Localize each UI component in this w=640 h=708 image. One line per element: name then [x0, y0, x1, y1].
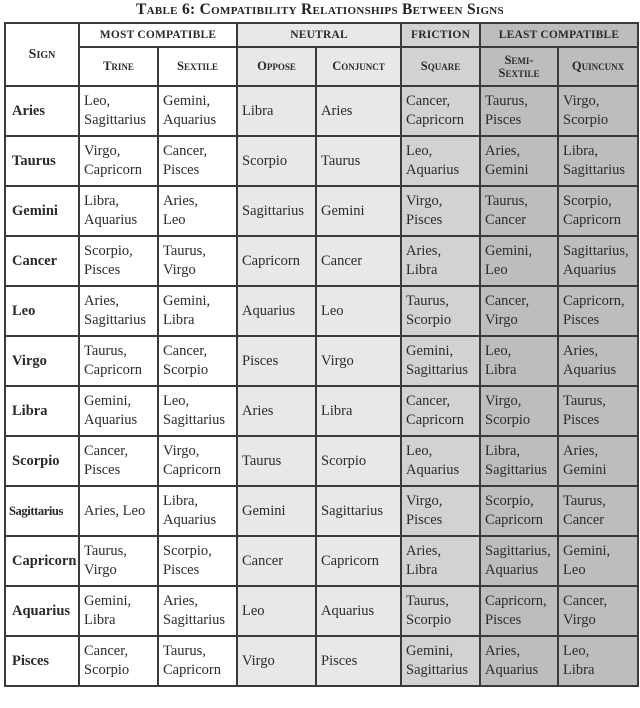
- cell-oppose: Scorpio: [237, 136, 316, 186]
- cell-square: [401, 436, 480, 486]
- cell-sextile-line1: Taurus,: [163, 643, 206, 659]
- cell-trine: [79, 286, 158, 336]
- table-row: [5, 136, 638, 186]
- cell-oppose: Taurus: [237, 436, 316, 486]
- cell-oppose: Pisces: [237, 336, 316, 386]
- cell-trine-line1: Virgo,: [84, 143, 121, 159]
- cell-sextile-line2: Sagittarius: [163, 412, 226, 428]
- cell-oppose: Leo: [237, 586, 316, 636]
- cell-sextile-line1: Taurus,: [163, 243, 206, 259]
- table-row: [5, 486, 638, 536]
- cell-quincunx: [558, 486, 638, 536]
- cell-quincunx-line2: Gemini: [563, 462, 607, 478]
- cell-conjunct: Sagittarius: [316, 486, 401, 536]
- header-semi-sextile-line2: Sextile: [498, 65, 540, 80]
- cell-semi-sextile-line1: Virgo,: [485, 393, 522, 409]
- cell-semi-sextile: [480, 286, 558, 336]
- cell-quincunx-line2: Leo: [563, 562, 586, 578]
- cell-semi-sextile: [480, 586, 558, 636]
- header-square: Square: [401, 47, 480, 86]
- cell-sextile: [158, 486, 237, 536]
- cell-sextile: [158, 636, 237, 686]
- cell-conjunct: Capricorn: [316, 536, 401, 586]
- cell-semi-sextile-line1: Aries,: [485, 643, 521, 659]
- cell-sextile-line1: Leo,: [163, 393, 190, 409]
- cell-sextile-line2: Capricorn: [163, 662, 221, 678]
- cell-trine-line1: Aries,: [84, 293, 120, 309]
- cell-square: [401, 636, 480, 686]
- header-quincunx: Quincunx: [558, 47, 638, 86]
- table-row: [5, 536, 638, 586]
- cell-quincunx-line2: Aquarius: [563, 362, 617, 378]
- cell-square-line2: Sagittarius: [406, 662, 469, 678]
- cell-semi-sextile-line2: Gemini: [485, 162, 529, 178]
- cell-semi-sextile-line1: Gemini,: [485, 243, 533, 259]
- cell-conjunct: Taurus: [316, 136, 401, 186]
- cell-square-line1: Gemini,: [406, 343, 454, 359]
- table-row: [5, 386, 638, 436]
- cell-square-line2: Sagittarius: [406, 362, 469, 378]
- group-least-compatible: LEAST COMPATIBLE: [480, 23, 638, 47]
- cell-trine-line1: Libra,: [84, 193, 120, 209]
- cell-semi-sextile: [480, 536, 558, 586]
- cell-sign: Cancer: [5, 236, 79, 286]
- cell-square-line1: Taurus,: [406, 293, 449, 309]
- cell-sextile-line2: Scorpio: [163, 362, 209, 378]
- cell-quincunx-line1: Sagittarius,: [563, 243, 629, 259]
- cell-semi-sextile-line2: Pisces: [485, 112, 522, 128]
- cell-semi-sextile-line2: Capricorn: [485, 512, 544, 528]
- cell-quincunx: [558, 436, 638, 486]
- header-semi-sextile: [480, 47, 558, 86]
- cell-sextile-line1: Gemini,: [163, 93, 211, 109]
- cell-square-line2: Capricorn: [406, 412, 465, 428]
- cell-semi-sextile: [480, 436, 558, 486]
- cell-square-line1: Aries,: [406, 543, 442, 559]
- cell-quincunx-line1: Taurus,: [563, 393, 606, 409]
- cell-sextile-line1: Cancer,: [163, 343, 208, 359]
- cell-sextile-line2: Leo: [163, 212, 186, 228]
- cell-conjunct: Libra: [316, 386, 401, 436]
- cell-trine-line1: Taurus,: [84, 343, 127, 359]
- header-group-row: [5, 23, 638, 47]
- header-conjunct: Conjunct: [316, 47, 401, 86]
- cell-semi-sextile-line1: Sagittarius,: [485, 543, 551, 559]
- cell-sign: Taurus: [5, 136, 79, 186]
- cell-semi-sextile-line2: Scorpio: [485, 412, 531, 428]
- cell-square-line1: Aries,: [406, 243, 442, 259]
- cell-quincunx-line1: Taurus,: [563, 493, 606, 509]
- cell-square-line2: Aquarius: [406, 462, 460, 478]
- cell-trine-line2: Sagittarius: [84, 312, 147, 328]
- cell-square: [401, 86, 480, 136]
- cell-conjunct: Scorpio: [316, 436, 401, 486]
- cell-semi-sextile: [480, 486, 558, 536]
- cell-square-line1: Leo,: [406, 443, 433, 459]
- cell-quincunx: [558, 286, 638, 336]
- cell-sextile: [158, 286, 237, 336]
- cell-conjunct: Leo: [316, 286, 401, 336]
- cell-trine-line2: Aquarius: [84, 212, 138, 228]
- cell-sign: Scorpio: [5, 436, 79, 486]
- cell-square: [401, 586, 480, 636]
- cell-quincunx: [558, 336, 638, 386]
- cell-square-line1: Taurus,: [406, 593, 449, 609]
- cell-conjunct: Aquarius: [316, 586, 401, 636]
- cell-square-line2: Pisces: [406, 512, 443, 528]
- cell-trine-line2: Sagittarius: [84, 112, 147, 128]
- cell-semi-sextile-line2: Pisces: [485, 612, 522, 628]
- cell-conjunct: Pisces: [316, 636, 401, 686]
- cell-semi-sextile-line2: Aquarius: [485, 662, 539, 678]
- cell-square-line2: Libra: [406, 262, 438, 278]
- table-header: [5, 23, 638, 86]
- cell-quincunx: [558, 636, 638, 686]
- cell-sextile-line2: Pisces: [163, 562, 200, 578]
- cell-semi-sextile: [480, 636, 558, 686]
- cell-sign: Libra: [5, 386, 79, 436]
- table-row: [5, 86, 638, 136]
- cell-sign: Aquarius: [5, 586, 79, 636]
- table-body: [5, 86, 638, 686]
- cell-semi-sextile: [480, 386, 558, 436]
- cell-sign: Gemini: [5, 186, 79, 236]
- cell-oppose: Sagittarius: [237, 186, 316, 236]
- cell-semi-sextile-line1: Leo,: [485, 343, 512, 359]
- table-row: [5, 586, 638, 636]
- table-row: [5, 186, 638, 236]
- cell-trine: [79, 186, 158, 236]
- cell-sign: Virgo: [5, 336, 79, 386]
- group-most-compatible: MOST COMPATIBLE: [79, 23, 237, 47]
- cell-trine: [79, 536, 158, 586]
- cell-square: [401, 536, 480, 586]
- cell-trine-line1: Cancer,: [84, 443, 129, 459]
- cell-square-line1: Leo,: [406, 143, 433, 159]
- cell-conjunct: Aries: [316, 86, 401, 136]
- cell-trine: [79, 436, 158, 486]
- cell-sextile: [158, 86, 237, 136]
- cell-square-line1: Cancer,: [406, 93, 451, 109]
- cell-quincunx-line2: Cancer: [563, 512, 605, 528]
- cell-semi-sextile-line2: Libra: [485, 362, 517, 378]
- cell-sign: Pisces: [5, 636, 79, 686]
- group-friction: FRICTION: [401, 23, 480, 47]
- cell-semi-sextile-line2: Sagittarius: [485, 462, 548, 478]
- cell-quincunx-line1: Aries,: [563, 343, 599, 359]
- cell-square-line2: Libra: [406, 562, 438, 578]
- cell-trine: [79, 86, 158, 136]
- cell-oppose: Aquarius: [237, 286, 316, 336]
- cell-sextile-line2: Aquarius: [163, 112, 217, 128]
- cell-semi-sextile-line2: Cancer: [485, 212, 527, 228]
- cell-square: [401, 336, 480, 386]
- cell-semi-sextile: [480, 136, 558, 186]
- cell-sextile: [158, 136, 237, 186]
- cell-semi-sextile: [480, 186, 558, 236]
- cell-sextile-line1: Libra,: [163, 493, 199, 509]
- cell-quincunx-line2: Scorpio: [563, 112, 609, 128]
- cell-sextile-line2: Aquarius: [163, 512, 217, 528]
- cell-sign: Sagittarius: [5, 486, 79, 536]
- cell-trine-line1: Cancer,: [84, 643, 129, 659]
- cell-trine-line2: Virgo: [84, 562, 117, 578]
- cell-quincunx-line2: Pisces: [563, 312, 600, 328]
- cell-square-line2: Aquarius: [406, 162, 460, 178]
- cell-trine-line2: Pisces: [84, 262, 121, 278]
- table-row: [5, 336, 638, 386]
- cell-oppose: Libra: [237, 86, 316, 136]
- cell-sextile-line2: Libra: [163, 312, 195, 328]
- cell-square-line1: Cancer,: [406, 393, 451, 409]
- table-row: [5, 436, 638, 486]
- cell-trine-line2: Aquarius: [84, 412, 138, 428]
- cell-square-line2: Scorpio: [406, 312, 452, 328]
- cell-trine-line2: Capricorn: [84, 362, 142, 378]
- cell-trine: [79, 386, 158, 436]
- header-sextile: Sextile: [158, 47, 237, 86]
- cell-sextile: [158, 236, 237, 286]
- header-semi-sextile-line1: Semi-: [504, 52, 534, 67]
- cell-trine: [79, 136, 158, 186]
- cell-trine: [79, 336, 158, 386]
- cell-square-line1: Virgo,: [406, 193, 443, 209]
- cell-square-line2: Pisces: [406, 212, 443, 228]
- cell-quincunx-line1: Virgo,: [563, 93, 600, 109]
- cell-quincunx: [558, 86, 638, 136]
- cell-quincunx-line1: Scorpio,: [563, 193, 612, 209]
- table-title: Table 6: Compatibility Relationships Between Signs: [136, 1, 504, 18]
- cell-quincunx-line1: Gemini,: [563, 543, 611, 559]
- cell-semi-sextile: [480, 336, 558, 386]
- cell-semi-sextile-line1: Capricorn,: [485, 593, 547, 609]
- cell-trine: [79, 586, 158, 636]
- cell-semi-sextile-line1: Taurus,: [485, 193, 528, 209]
- cell-square-line1: Gemini,: [406, 643, 454, 659]
- cell-quincunx-line2: Sagittarius: [563, 162, 626, 178]
- cell-quincunx: [558, 236, 638, 286]
- cell-semi-sextile-line1: Taurus,: [485, 93, 528, 109]
- cell-trine-line2: Pisces: [84, 462, 121, 478]
- header-oppose: Oppose: [237, 47, 316, 86]
- cell-oppose: Cancer: [237, 536, 316, 586]
- cell-quincunx: [558, 186, 638, 236]
- cell-square: [401, 486, 480, 536]
- cell-quincunx-line2: Pisces: [563, 412, 600, 428]
- cell-sign: Capricorn: [5, 536, 79, 586]
- cell-quincunx: [558, 386, 638, 436]
- cell-sextile-line1: Scorpio,: [163, 543, 212, 559]
- cell-sextile: [158, 336, 237, 386]
- cell-square-line2: Capricorn: [406, 112, 465, 128]
- cell-sextile-line1: Virgo,: [163, 443, 200, 459]
- cell-sign: Aries: [5, 86, 79, 136]
- cell-trine-line1: Taurus,: [84, 543, 127, 559]
- cell-trine-line1: Scorpio,: [84, 243, 133, 259]
- cell-square-line2: Scorpio: [406, 612, 452, 628]
- cell-sextile: [158, 186, 237, 236]
- cell-square: [401, 236, 480, 286]
- cell-trine-line2: Libra: [84, 612, 116, 628]
- cell-conjunct: Virgo: [316, 336, 401, 386]
- cell-sextile-line2: Virgo: [163, 262, 196, 278]
- cell-semi-sextile-line1: Cancer,: [485, 293, 530, 309]
- cell-semi-sextile-line1: Libra,: [485, 443, 521, 459]
- header-sign: Sign: [5, 23, 79, 86]
- cell-quincunx: [558, 586, 638, 636]
- cell-trine: [79, 636, 158, 686]
- cell-sextile: [158, 536, 237, 586]
- cell-semi-sextile: [480, 236, 558, 286]
- cell-oppose: Virgo: [237, 636, 316, 686]
- table-row: [5, 286, 638, 336]
- cell-square: [401, 186, 480, 236]
- cell-sextile: [158, 586, 237, 636]
- cell-quincunx-line1: Aries,: [563, 443, 599, 459]
- cell-quincunx: [558, 136, 638, 186]
- cell-sextile-line1: Gemini,: [163, 293, 211, 309]
- cell-quincunx-line1: Capricorn,: [563, 293, 625, 309]
- cell-trine-line1: Leo,: [84, 93, 111, 109]
- cell-sextile-line1: Aries,: [163, 593, 199, 609]
- table-row: [5, 236, 638, 286]
- cell-quincunx-line2: Capricorn: [563, 212, 622, 228]
- compatibility-table: [4, 22, 639, 687]
- cell-trine: [79, 236, 158, 286]
- cell-semi-sextile-line1: Aries,: [485, 143, 521, 159]
- cell-square-line1: Virgo,: [406, 493, 443, 509]
- cell-quincunx-line1: Cancer,: [563, 593, 608, 609]
- cell-sextile-line2: Pisces: [163, 162, 200, 178]
- cell-oppose: Gemini: [237, 486, 316, 536]
- cell-square: [401, 136, 480, 186]
- table-row: [5, 636, 638, 686]
- cell-semi-sextile: [480, 86, 558, 136]
- cell-conjunct: Cancer: [316, 236, 401, 286]
- cell-trine-line1: Gemini,: [84, 393, 132, 409]
- header-trine: Trine: [79, 47, 158, 86]
- cell-quincunx-line2: Libra: [563, 662, 595, 678]
- cell-trine: [79, 486, 158, 536]
- cell-sextile-line2: Capricorn: [163, 462, 221, 478]
- cell-sextile-line1: Cancer,: [163, 143, 208, 159]
- cell-sextile-line2: Sagittarius: [163, 612, 226, 628]
- cell-quincunx-line2: Aquarius: [563, 262, 617, 278]
- cell-square: [401, 286, 480, 336]
- cell-trine-line1: Aries, Leo: [84, 502, 146, 519]
- group-neutral: NEUTRAL: [237, 23, 401, 47]
- cell-sextile: [158, 436, 237, 486]
- cell-square: [401, 386, 480, 436]
- cell-semi-sextile-line2: Virgo: [485, 312, 518, 328]
- cell-semi-sextile-line2: Leo: [485, 262, 508, 278]
- cell-quincunx-line1: Leo,: [563, 643, 590, 659]
- header-column-row: [5, 47, 638, 86]
- cell-sign: Leo: [5, 286, 79, 336]
- cell-conjunct: Gemini: [316, 186, 401, 236]
- cell-sextile-line1: Aries,: [163, 193, 199, 209]
- cell-semi-sextile-line1: Scorpio,: [485, 493, 534, 509]
- cell-sextile: [158, 386, 237, 436]
- cell-quincunx: [558, 536, 638, 586]
- cell-quincunx-line1: Libra,: [563, 143, 599, 159]
- cell-trine-line2: Scorpio: [84, 662, 130, 678]
- cell-quincunx-line2: Virgo: [563, 612, 596, 628]
- cell-trine-line1: Gemini,: [84, 593, 132, 609]
- cell-oppose: Capricorn: [237, 236, 316, 286]
- cell-semi-sextile-line2: Aquarius: [485, 562, 539, 578]
- cell-trine-line2: Capricorn: [84, 162, 142, 178]
- cell-oppose: Aries: [237, 386, 316, 436]
